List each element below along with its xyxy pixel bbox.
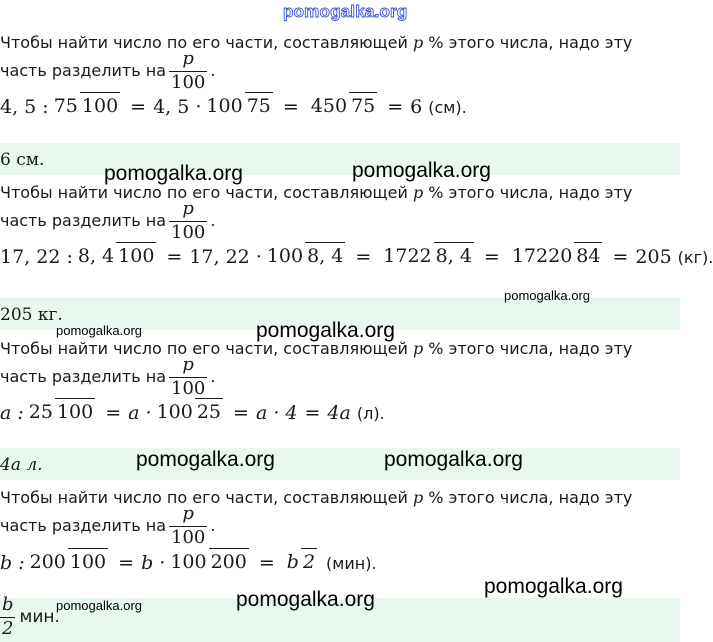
fraction-p-over-100 (169, 200, 207, 243)
answer: 6 см. (0, 150, 45, 170)
equals-sign: = (304, 402, 321, 424)
term: a · (128, 402, 152, 424)
period: . (210, 61, 216, 81)
term: b · (141, 552, 166, 574)
answer-unit: мин. (19, 607, 60, 628)
watermark: pomogalka.org (256, 319, 395, 342)
denominator: 100 (68, 548, 108, 573)
fraction (76, 247, 157, 267)
numerator: b (2, 594, 14, 615)
variable-p: p (412, 33, 424, 52)
unit-label: (см). (428, 97, 467, 117)
answer-band-3 (0, 448, 680, 480)
fraction (265, 247, 346, 267)
rule-text: Чтобы найти число по его части, составляющей (0, 183, 413, 202)
calculation (0, 552, 377, 574)
denominator: 75 (245, 92, 273, 117)
unit-label: (мин). (326, 553, 377, 573)
unit-label: (кг). (677, 247, 713, 267)
site-logo-watermark: pomogalka.org (283, 2, 408, 21)
watermark: pomogalka.org (56, 598, 142, 613)
period: . (210, 516, 216, 536)
denominator: 100 (171, 377, 206, 399)
watermark: pomogalka.org (104, 162, 243, 185)
period: . (210, 211, 216, 231)
fraction-p-over-100 (169, 356, 207, 399)
numerator: 100 (266, 245, 304, 268)
denominator: 75 (349, 92, 377, 117)
denominator: 100 (171, 526, 206, 548)
equals-sign: = (355, 246, 372, 268)
rule-line-2 (0, 50, 215, 93)
denominator: 100 (55, 398, 95, 423)
watermark: pomogalka.org (136, 448, 275, 471)
fraction (52, 97, 120, 117)
denominator: 100 (171, 71, 206, 93)
rule-text: часть разделить на (0, 211, 166, 231)
rule-text: Чтобы найти число по его части, составляющей (0, 339, 413, 358)
rule-line-2 (0, 505, 215, 548)
numerator: p (182, 354, 194, 375)
fraction (309, 97, 377, 117)
numerator: p (182, 503, 194, 524)
numerator: 100 (156, 401, 193, 424)
answer-fraction (0, 596, 16, 639)
term: 4, 5 : (0, 96, 49, 118)
term: 17, 22 · (189, 246, 262, 268)
fraction (155, 403, 223, 423)
denominator: 100 (80, 92, 120, 117)
numerator: 450 (310, 95, 348, 118)
calculation (0, 246, 713, 268)
answer: 205 кг. (0, 305, 63, 325)
watermark: pomogalka.org (352, 159, 491, 182)
denominator: 100 (171, 221, 206, 243)
fraction (168, 553, 249, 573)
rule-text: часть разделить на (0, 367, 166, 387)
variable-p: p (412, 339, 424, 358)
unit-label: (л). (356, 403, 385, 423)
watermark: pomogalka.org (236, 588, 375, 611)
variable-p: p (412, 183, 424, 202)
calculation (0, 402, 385, 424)
rule-text: часть разделить на (0, 516, 166, 536)
fraction (28, 553, 109, 573)
watermark: pomogalka.org (56, 323, 142, 338)
fraction (510, 247, 603, 267)
equals-sign: = (166, 246, 183, 268)
denominator: 84 (574, 242, 602, 267)
watermark: pomogalka.org (504, 288, 590, 303)
fraction (381, 247, 474, 267)
watermark: pomogalka.org (384, 448, 523, 471)
equals-sign: = (233, 402, 249, 424)
equals-sign: = (258, 552, 275, 574)
rule-line-2 (0, 356, 215, 399)
equals-sign: = (118, 552, 135, 574)
numerator: 17220 (511, 245, 573, 268)
period: . (210, 367, 216, 387)
equals-sign: = (130, 96, 147, 118)
rule-text: % этого числа, надо эту (423, 183, 633, 202)
denominator: 25 (195, 398, 223, 423)
numerator: 8, 4 (77, 245, 115, 268)
variable-p: p (412, 488, 424, 507)
denominator: 200 (209, 548, 249, 573)
rule-text: Чтобы найти число по его части, составляющей (0, 488, 413, 507)
answer: 4a л. (0, 455, 43, 475)
numerator: p (182, 198, 194, 219)
denominator: 100 (116, 242, 156, 267)
rule-text: часть разделить на (0, 61, 166, 81)
denominator: 8, 4 (305, 242, 345, 267)
rule-text: % этого числа, надо эту (423, 339, 633, 358)
numerator: p (182, 48, 194, 69)
numerator: 1722 (383, 245, 432, 268)
term: 4, 5 · (153, 96, 202, 118)
fraction-p-over-100 (169, 50, 207, 93)
term: a : (0, 402, 24, 424)
rule-line-2 (0, 200, 215, 243)
fraction (285, 553, 317, 573)
term: 205 (635, 246, 672, 268)
numerator: b (286, 551, 299, 574)
answer-band-1 (0, 143, 680, 175)
term: b : (0, 552, 25, 574)
equals-sign: = (105, 402, 122, 424)
numerator: 200 (29, 551, 66, 574)
answer (0, 596, 60, 639)
numerator: 75 (53, 95, 78, 118)
equals-sign: = (387, 96, 404, 118)
calculation (0, 96, 467, 118)
fraction-p-over-100 (169, 505, 207, 548)
watermark: pomogalka.org (484, 575, 623, 598)
rule-text: % этого числа, надо эту (423, 488, 633, 507)
equals-sign: = (483, 246, 500, 268)
term: a · 4 (255, 402, 298, 424)
denominator: 8, 4 (434, 242, 474, 267)
term: 6 (410, 96, 423, 118)
fraction (204, 97, 272, 117)
numerator: 100 (170, 551, 207, 574)
denominator: 2 (301, 548, 317, 573)
fraction (27, 403, 95, 423)
equals-sign: = (612, 246, 629, 268)
numerator: 100 (206, 95, 243, 118)
term: 17, 22 : (0, 246, 73, 268)
term: 4a (327, 402, 351, 424)
equals-sign: = (282, 96, 299, 118)
rule-text: % этого числа, надо эту (423, 33, 633, 52)
denominator: 2 (2, 617, 14, 639)
numerator: 25 (28, 401, 53, 424)
rule-text: Чтобы найти число по его части, составляющей (0, 33, 413, 52)
